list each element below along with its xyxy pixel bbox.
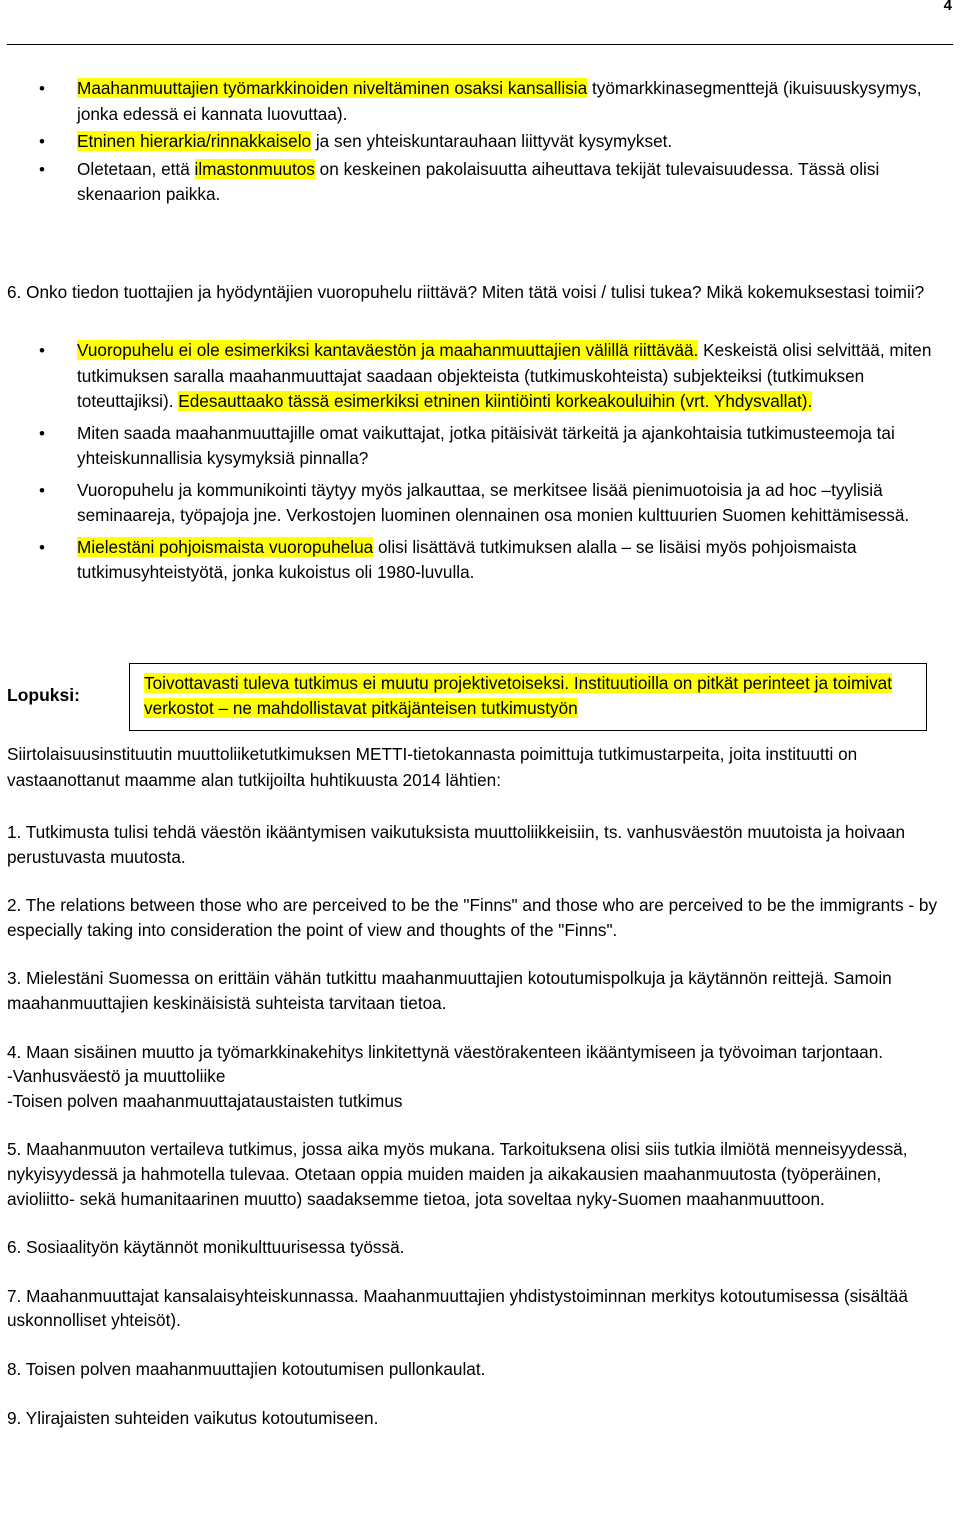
bullet-list-top (7, 76, 953, 208)
intro-paragraph: Siirtolaisuusinstituutin muuttoliiketutkimuksen METTI-tietokannasta poimittuja tutkimustarpeita, joita instituutti on vastaanottanut maamme alan tutkijoilta huhtikuusta 2014 lähtien: (7, 744, 858, 790)
list-item (7, 893, 953, 942)
bullet-item (7, 421, 953, 472)
list-item-line: 5. Maahanmuuton vertaileva tutkimus, jossa aika myös mukana. Tarkoituksena olisi siis tutkia ilmiötä menneisyydessä, nykyisyydessä ja hahmotella tulevaa. Otetaan oppia muiden maiden ja aikakausien maahanmuutosta (työperäinen, avioliitto- sekä humanitaarinen muutto) saadaksemme tietoa, jota soveltaa nyky-Suomen maahanmuuttoon. (7, 1139, 908, 1209)
list-item (7, 1284, 953, 1333)
highlighted-text: Edesauttaako tässä esimerkiksi etninen kiintiöinti korkeakouluihin (vrt. Yhdysvallat). (178, 391, 813, 411)
list-item-line: 1. Tutkimusta tulisi tehdä väestön ikääntymisen vaikutuksista muuttoliikkeisiin, ts. vanhusväestön muutoista ja hoivaan perustuvasta muutosta. (7, 822, 906, 867)
highlighted-text: ilmastonmuutos (194, 158, 315, 179)
research-needs-list (7, 820, 953, 1454)
highlighted-text: Mielestäni pohjoismaista vuoropuhelua (77, 536, 374, 557)
list-item-line: 3. Mielestäni Suomessa on erittäin vähän tutkittu maahanmuuttajien kotoutumispolkuja ja käytännön reittejä. Samoin maahanmuuttajien keskinäisistä suhteista tarvitaan tietoa. (7, 968, 892, 1013)
lopuksi-label: Lopuksi: (7, 685, 80, 705)
list-item (7, 1235, 953, 1260)
bullet-text: Vuoropuhelu ja kommunikointi täytyy myös jalkauttaa, se merkitsee lisää pienimuotoisia ja ad hoc –tyylisiä seminaareja, työpajoja jne. Verkostojen luominen olennainen osa monien kulttuurien Suomen kehittämisessä. (77, 479, 910, 525)
list-item (7, 1040, 953, 1114)
list-item-line: 2. The relations between those who are perceived to be the "Finns" and those who are perceived to be the immigrants - by especially taking into consideration the point of view and thoughts of the "Finns". (7, 895, 938, 940)
bullet-text: ja sen yhteiskuntarauhaan liittyvät kysymykset. (311, 131, 673, 151)
list-item-line: 8. Toisen polven maahanmuuttajien kotoutumisen pullonkaulat. (7, 1358, 486, 1379)
lopuksi-box (129, 663, 927, 731)
list-item-line: -Toisen polven maahanmuuttajataustaisten tutkimus (7, 1090, 403, 1111)
list-item-line: -Vanhusväestö ja muuttoliike (7, 1066, 226, 1087)
question-6: 6. Onko tiedon tuottajien ja hyödyntäjien vuoropuhelu riittävä? Miten tätä voisi / tulisi tukea? Mikä kokemuksestasi toimii? (7, 282, 925, 302)
bullet-list-question-6 (7, 338, 953, 586)
bullet-item (7, 535, 953, 586)
list-item (7, 1406, 953, 1431)
bullet-text: Miten saada maahanmuuttajille omat vaikuttajat, jotka pitäisivät tärkeitä ja ajankohtaisia tutkimusteemoja tai yhteiskunnallisia kysymyksiä pinnalla? (77, 422, 895, 468)
list-item (7, 1137, 953, 1211)
list-item (7, 1357, 953, 1382)
highlighted-text: Maahanmuuttajien työmarkkinoiden niveltäminen osaksi kansallisia (77, 78, 588, 98)
header-rule (7, 44, 953, 45)
page-number: 4 (943, 0, 952, 14)
bullet-text: Keskeistä olisi selvittää, miten tutkimuksen saralla maahanmuuttajat saadaan objekteista (tutkimuskohteista) subjekteiksi (tutkimuksen toteuttajiksi). (77, 340, 932, 411)
highlighted-text: Vuoropuhelu ei ole esimerkiksi kantaväestön ja maahanmuuttajien välillä riittävää. (77, 340, 699, 360)
bullet-text: on keskeinen pakolaisuutta aiheuttava tekijät tulevaisuudessa. Tässä olisi skenaarion paikka. (77, 158, 880, 204)
list-item-line: 9. Ylirajaisten suhteiden vaikutus kotoutumiseen. (7, 1407, 379, 1428)
bullet-text: olisi lisättävä tutkimuksen alalla – se lisäisi myös pohjoismaista tutkimusyhteistyötä, jonka kukoistus oli 1980-luvulla. (77, 536, 857, 582)
bullet-text: Oletetaan, että (77, 158, 195, 179)
bullet-item (7, 157, 953, 208)
lopuksi-text: Toivottavasti tuleva tutkimus ei muutu projektivetoiseksi. Instituutioilla on pitkät perinteet ja toimivat verkostot – ne mahdollistavat pitkäjänteisen tutkimustyön (144, 673, 893, 718)
bullet-item (7, 76, 953, 127)
bullet-item (7, 338, 953, 415)
list-item-line: 4. Maan sisäinen muutto ja työmarkkinakehitys linkitettynä väestörakenteen ikääntymiseen ja työvoiman tarjontaan. (7, 1041, 884, 1062)
list-item (7, 820, 953, 869)
bullet-item (7, 478, 953, 529)
list-item-line: 6. Sosiaalityön käytännöt monikulttuurisessa työssä. (7, 1237, 405, 1258)
bullet-text: työmarkkinasegmenttejä (ikuisuuskysymys, jonka edessä ei kannata luovuttaa). (77, 78, 922, 124)
bullet-item (7, 129, 953, 155)
list-item (7, 966, 953, 1015)
lopuksi-section (7, 663, 953, 733)
list-item-line: 7. Maahanmuuttajat kansalaisyhteiskunnassa. Maahanmuuttajien yhdistystoiminnan merkitys kotoutumisessa (sisältää uskonnolliset yhteisöt). (7, 1285, 908, 1331)
highlighted-text: Etninen hierarkia/rinnakkaiselo (77, 131, 312, 151)
